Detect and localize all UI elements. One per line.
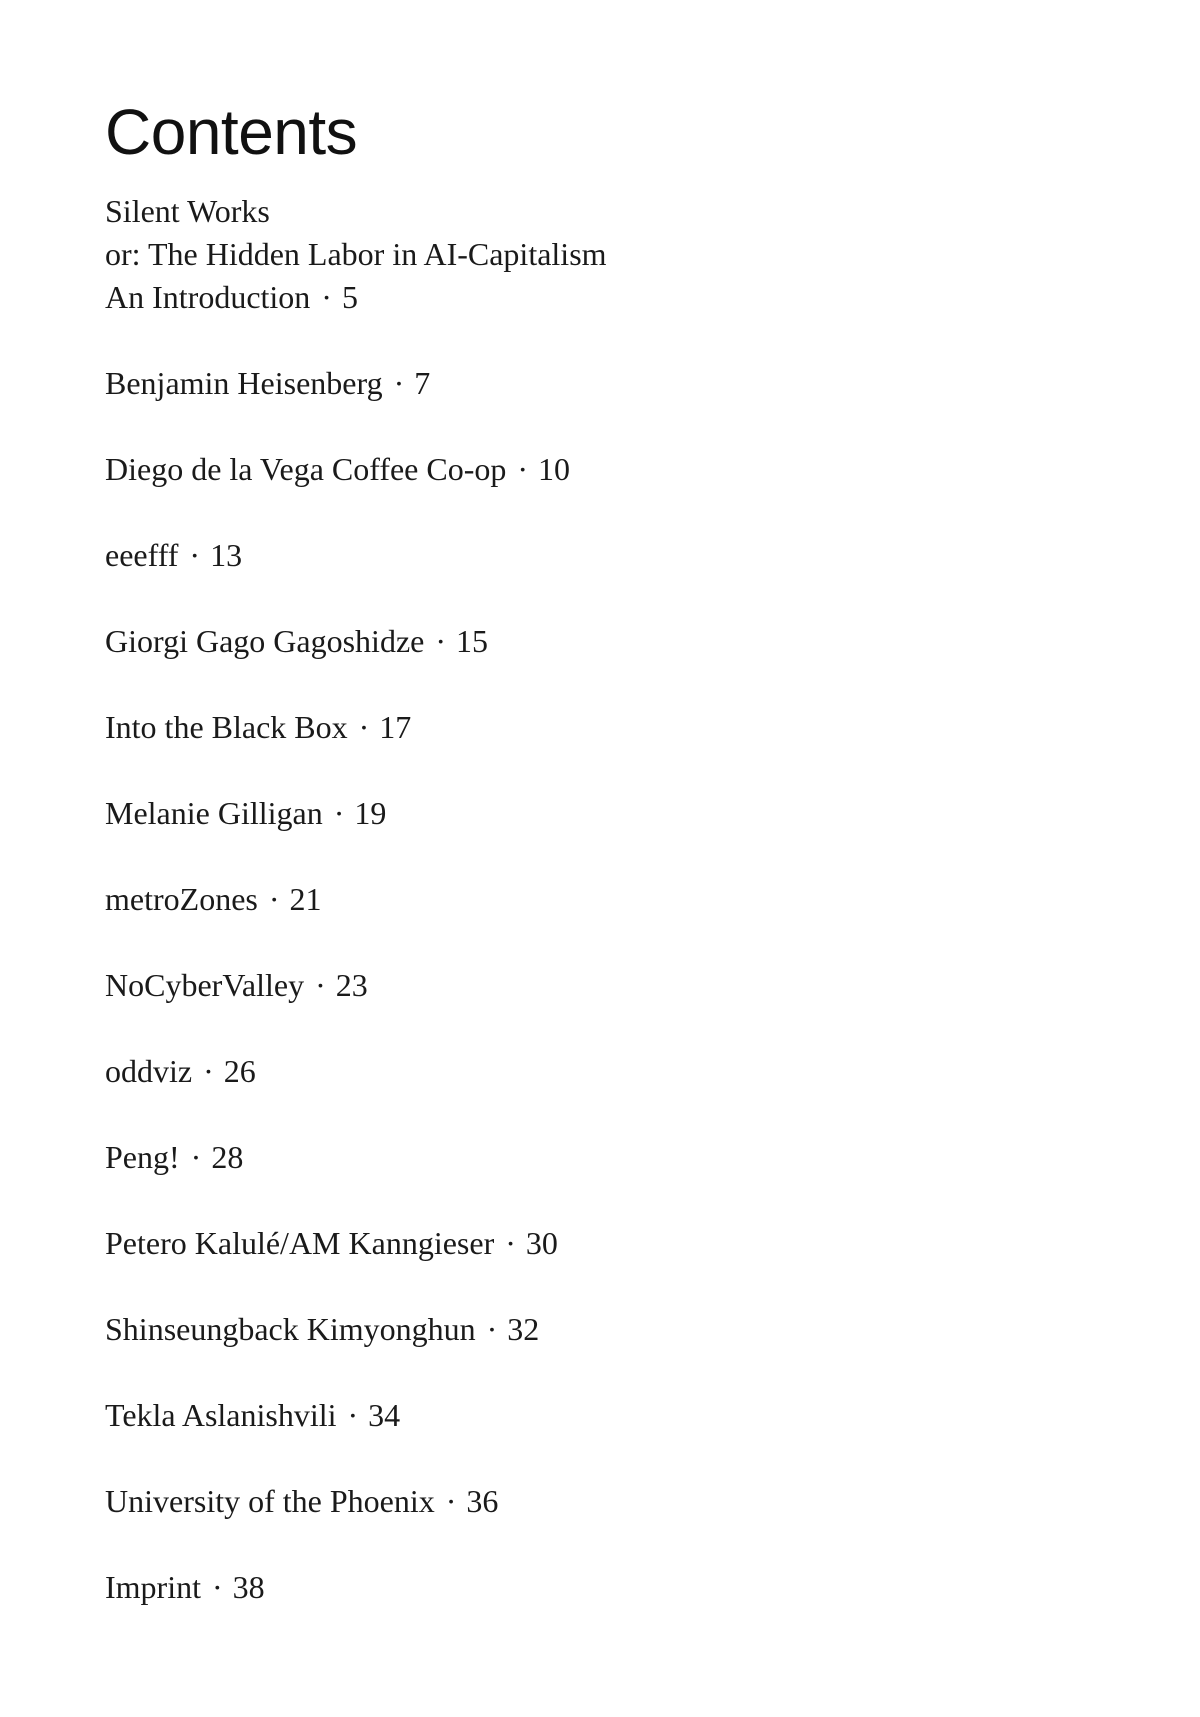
toc-entry-label: Tekla Aslanishvili <box>105 1397 337 1433</box>
toc-entry <box>105 1136 1105 1179</box>
page-separator: · <box>211 1569 223 1605</box>
toc-entry-page: 28 <box>211 1139 244 1175</box>
page-separator: · <box>517 451 529 487</box>
toc-entry-label: Shinseungback Kimyonghun <box>105 1311 476 1347</box>
toc-entry <box>105 878 1105 921</box>
toc-entry-page: 32 <box>507 1311 540 1347</box>
intro-label-line <box>105 276 1105 319</box>
toc-entry-label: Into the Black Box <box>105 709 348 745</box>
page-separator: · <box>505 1225 516 1261</box>
toc-entry-label: eeefff <box>105 537 179 573</box>
toc-entry-page: 34 <box>368 1397 401 1433</box>
toc-entry <box>105 620 1105 663</box>
page-separator: · <box>347 1397 359 1433</box>
page-separator: · <box>333 795 345 831</box>
toc-entry <box>105 362 1105 405</box>
toc-entry-page: 17 <box>379 709 412 745</box>
toc-entry <box>105 1308 1105 1351</box>
toc-entry <box>105 964 1105 1007</box>
toc-entry-label: Giorgi Gago Gagoshidze <box>105 623 425 659</box>
toc-entry-page: 30 <box>525 1225 558 1261</box>
toc-entry-page: 21 <box>289 881 322 917</box>
toc-entry-label: Petero Kalulé/AM Kanngieser <box>105 1225 495 1261</box>
toc-entry <box>105 706 1105 749</box>
toc-entry-label: metroZones <box>105 881 258 917</box>
toc-entry <box>105 1222 1105 1265</box>
page-separator: · <box>203 1053 214 1089</box>
toc-entry-page: 19 <box>354 795 387 831</box>
toc-entry-page: 10 <box>538 451 571 487</box>
toc-entry-label: Peng! <box>105 1139 180 1175</box>
toc-entry <box>105 1394 1105 1437</box>
toc-entry <box>105 1050 1105 1093</box>
intro-title-line: Silent Works <box>105 193 270 229</box>
page-separator: · <box>486 1311 498 1347</box>
toc-entry-label: University of the Phoenix <box>105 1483 435 1519</box>
toc-entry-label: oddviz <box>105 1053 193 1089</box>
toc-entry-label: Melanie Gilligan <box>105 795 323 831</box>
toc-entry-page: 26 <box>223 1053 256 1089</box>
page-separator: · <box>268 881 280 917</box>
toc-entry-label: An Introduction <box>105 279 311 315</box>
toc-entry-page: 36 <box>466 1483 499 1519</box>
toc-entry-page: 13 <box>210 537 243 573</box>
table-of-contents <box>105 190 1105 1609</box>
toc-entry-page: 15 <box>456 623 488 659</box>
toc-entry-label: Diego de la Vega Coffee Co-op <box>105 451 507 487</box>
page-title: Contents <box>105 96 358 168</box>
toc-entry-label: NoCyberValley <box>105 967 305 1003</box>
toc-entry-page: 38 <box>232 1569 265 1605</box>
toc-entry-label: Benjamin Heisenberg <box>105 365 383 401</box>
toc-entry-page: 23 <box>335 967 368 1003</box>
toc-entry <box>105 534 1105 577</box>
toc-entry-page: 5 <box>341 279 358 315</box>
page-separator: · <box>189 537 201 573</box>
page-separator: · <box>393 365 405 401</box>
page-separator: · <box>445 1483 457 1519</box>
toc-entry-introduction <box>105 190 1105 319</box>
page-separator: · <box>190 1139 202 1175</box>
toc-entry-imprint <box>105 1566 1105 1609</box>
page-separator: · <box>435 623 446 659</box>
toc-entry-page: 7 <box>414 365 431 401</box>
toc-entry <box>105 1480 1105 1523</box>
toc-entry <box>105 448 1105 491</box>
page-separator: · <box>321 279 332 315</box>
page-separator: · <box>358 709 370 745</box>
toc-entry <box>105 792 1105 835</box>
toc-entry-label: Imprint <box>105 1569 201 1605</box>
intro-subtitle-line: or: The Hidden Labor in AI-Capitalism <box>105 236 607 272</box>
page-separator: · <box>315 967 326 1003</box>
